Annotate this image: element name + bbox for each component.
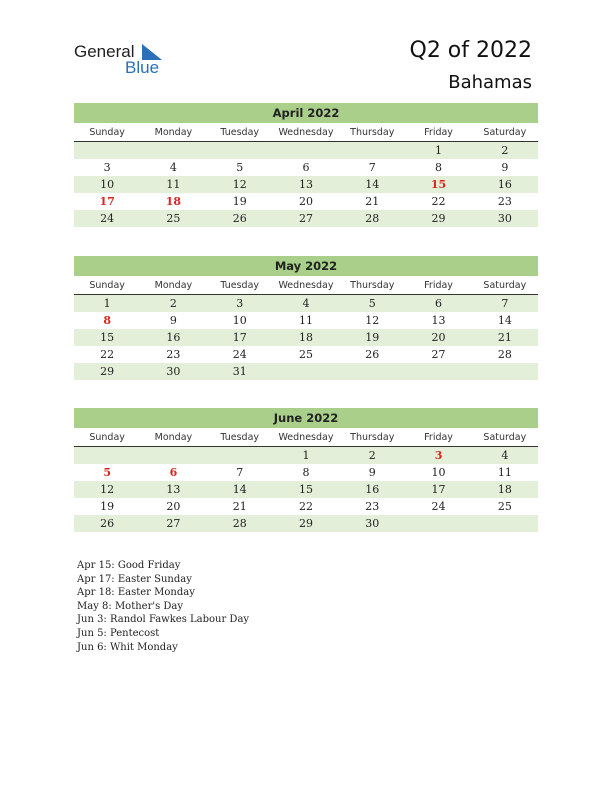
holiday-item: Apr 17: Easter Sunday	[77, 573, 192, 585]
day-cell: 9	[501, 161, 509, 174]
day-cell: 12	[232, 178, 247, 191]
holiday-item: Jun 5: Pentecost	[77, 627, 160, 639]
day-cell: 3	[236, 297, 244, 310]
day-cell: 7	[368, 161, 376, 174]
week-row	[74, 159, 538, 176]
day-cell: 30	[497, 212, 512, 225]
day-cell: 14	[497, 314, 512, 327]
day-cell: 10	[100, 178, 115, 191]
weekday-label: Wednesday	[278, 127, 334, 138]
weekday-header-row	[74, 430, 538, 447]
day-cell: 5	[236, 161, 244, 174]
logo-word-general: General	[74, 42, 135, 61]
weekday-header-row	[74, 278, 538, 295]
day-cell: 5	[368, 297, 376, 310]
weekday-label: Saturday	[483, 432, 527, 443]
day-cell: 30	[365, 517, 380, 530]
week-row	[74, 498, 538, 515]
day-cell: 1	[302, 449, 310, 462]
day-cell	[339, 142, 405, 159]
day-cell: 28	[497, 348, 512, 361]
day-cell: 8	[302, 466, 310, 479]
day-cell: 23	[166, 348, 181, 361]
day-cell: 1	[435, 144, 443, 157]
day-cell: 3	[103, 161, 111, 174]
day-cell: 28	[232, 517, 247, 530]
holiday-item: Apr 15: Good Friday	[77, 560, 181, 571]
day-cell: 16	[365, 483, 380, 496]
weekday-label: Tuesday	[220, 280, 260, 291]
month-title: May 2022	[74, 256, 538, 276]
day-cell: 2	[169, 297, 177, 310]
day-cell: 22	[298, 500, 313, 513]
day-cell: 6	[169, 466, 178, 479]
day-cell: 8	[435, 161, 443, 174]
day-cell: 13	[166, 483, 181, 496]
day-cell: 20	[166, 500, 181, 513]
day-cell: 5	[103, 466, 111, 479]
day-cell: 26	[365, 348, 380, 361]
week-row	[74, 210, 538, 227]
day-cell: 24	[431, 500, 446, 513]
day-cell: 22	[431, 195, 446, 208]
day-cell	[405, 363, 471, 380]
day-cell: 22	[100, 348, 115, 361]
day-cell: 2	[501, 144, 509, 157]
weekday-label: Friday	[424, 127, 453, 138]
week-row	[74, 447, 538, 464]
holiday-item: Apr 18: Easter Monday	[77, 587, 195, 599]
day-cell: 13	[431, 314, 446, 327]
day-cell: 24	[100, 212, 115, 225]
week-row	[74, 329, 538, 346]
weekday-label: Wednesday	[278, 432, 334, 443]
day-cell: 19	[232, 195, 247, 208]
day-cell: 29	[100, 365, 115, 378]
day-cell: 17	[99, 195, 115, 208]
country-name: Bahamas	[448, 72, 532, 93]
week-row	[74, 481, 538, 498]
day-cell: 14	[365, 178, 380, 191]
day-cell: 4	[169, 161, 177, 174]
weekday-label: Thursday	[350, 280, 395, 291]
day-cell	[207, 142, 273, 159]
day-cell: 29	[431, 212, 446, 225]
day-cell: 25	[298, 348, 313, 361]
week-row	[74, 363, 538, 380]
day-cell: 14	[232, 483, 247, 496]
day-cell: 4	[501, 449, 509, 462]
day-cell	[339, 363, 405, 380]
day-cell: 9	[169, 314, 177, 327]
day-cell: 16	[166, 331, 181, 344]
day-cell: 7	[236, 466, 244, 479]
day-cell: 11	[298, 314, 313, 327]
day-cell: 3	[434, 449, 443, 462]
month-june	[74, 408, 538, 532]
week-row	[74, 312, 538, 329]
weekday-label: Thursday	[350, 432, 395, 443]
week-row	[74, 295, 538, 312]
weekday-label: Thursday	[350, 127, 395, 138]
weekday-label: Saturday	[483, 280, 527, 291]
day-cell: 2	[368, 449, 376, 462]
day-cell: 7	[501, 297, 509, 310]
day-cell	[140, 447, 206, 464]
day-cell	[273, 363, 339, 380]
day-cell: 15	[430, 178, 447, 191]
day-cell: 25	[497, 500, 512, 513]
day-cell: 18	[165, 195, 182, 208]
weekday-label: Saturday	[483, 127, 527, 138]
holiday-item: Jun 3: Randol Fawkes Labour Day	[77, 614, 250, 626]
day-cell: 27	[298, 212, 313, 225]
day-cell: 19	[100, 500, 115, 513]
day-cell: 25	[166, 212, 181, 225]
day-cell: 11	[166, 178, 181, 191]
day-cell: 21	[232, 500, 247, 513]
weekday-label: Sunday	[89, 127, 125, 138]
holiday-item: Jun 6: Whit Monday	[77, 641, 178, 653]
day-cell	[472, 515, 538, 532]
day-cell: 27	[431, 348, 446, 361]
day-cell: 12	[100, 483, 115, 496]
day-cell: 4	[302, 297, 310, 310]
weekday-label: Monday	[154, 432, 193, 443]
day-cell: 19	[365, 331, 380, 344]
week-row	[74, 193, 538, 210]
brand-logo	[74, 42, 184, 78]
day-cell: 10	[232, 314, 247, 327]
day-cell: 30	[166, 365, 181, 378]
weekday-label: Monday	[154, 127, 193, 138]
day-cell: 15	[100, 331, 115, 344]
weekday-label: Monday	[154, 280, 193, 291]
month-title: June 2022	[74, 408, 538, 428]
day-cell: 18	[497, 483, 512, 496]
day-cell: 6	[302, 161, 310, 174]
day-cell: 17	[232, 331, 247, 344]
day-cell	[140, 142, 206, 159]
day-cell	[405, 515, 471, 532]
day-cell: 11	[497, 466, 512, 479]
logo-word-blue: Blue	[125, 58, 160, 77]
holiday-item: May 8: Mother's Day	[77, 600, 184, 612]
day-cell	[207, 447, 273, 464]
weekday-label: Wednesday	[278, 280, 334, 291]
day-cell	[74, 142, 140, 159]
weekday-label: Sunday	[89, 432, 125, 443]
day-cell: 21	[497, 331, 512, 344]
day-cell: 9	[368, 466, 376, 479]
day-cell: 20	[431, 331, 446, 344]
day-cell: 20	[298, 195, 313, 208]
week-row	[74, 515, 538, 532]
weekday-header-row	[74, 125, 538, 142]
page-title: Q2 of 2022	[409, 38, 532, 63]
weekday-label: Friday	[424, 280, 453, 291]
day-cell	[74, 447, 140, 464]
week-row	[74, 464, 538, 481]
day-cell: 16	[497, 178, 512, 191]
weekday-label: Sunday	[89, 280, 125, 291]
day-cell: 17	[431, 483, 446, 496]
day-cell: 24	[232, 348, 247, 361]
weekday-label: Tuesday	[220, 432, 260, 443]
week-row	[74, 176, 538, 193]
day-cell: 12	[365, 314, 380, 327]
weekday-label: Friday	[424, 432, 453, 443]
week-row	[74, 142, 538, 159]
day-cell: 27	[166, 517, 181, 530]
day-cell: 1	[103, 297, 111, 310]
day-cell	[273, 142, 339, 159]
day-cell: 10	[431, 466, 446, 479]
day-cell: 28	[365, 212, 380, 225]
day-cell: 21	[365, 195, 380, 208]
day-cell: 23	[497, 195, 512, 208]
weekday-label: Tuesday	[220, 127, 260, 138]
day-cell	[472, 363, 538, 380]
week-row	[74, 346, 538, 363]
day-cell: 18	[298, 331, 313, 344]
day-cell: 23	[365, 500, 380, 513]
day-cell: 26	[100, 517, 115, 530]
day-cell: 26	[232, 212, 247, 225]
holiday-list	[77, 559, 249, 654]
month-may	[74, 256, 538, 380]
day-cell: 15	[298, 483, 313, 496]
day-cell: 31	[232, 365, 247, 378]
month-title: April 2022	[74, 103, 538, 123]
day-cell: 29	[298, 517, 313, 530]
month-april	[74, 103, 538, 227]
day-cell: 8	[103, 314, 111, 327]
day-cell: 13	[298, 178, 313, 191]
day-cell: 6	[435, 297, 443, 310]
